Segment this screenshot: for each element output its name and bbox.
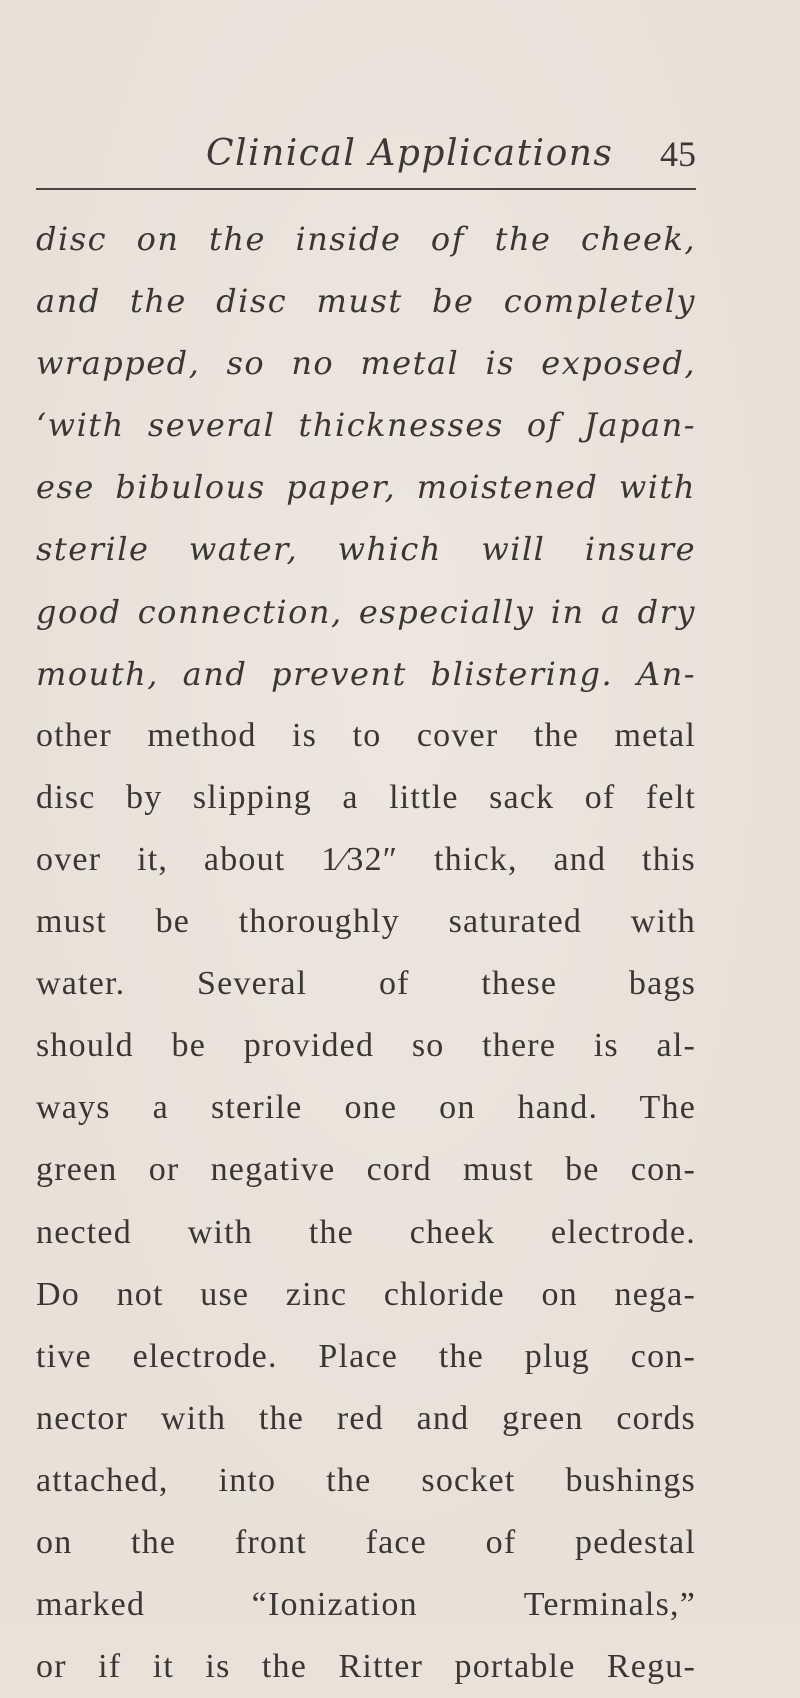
text-line: on the front face of pedestal	[36, 1523, 696, 1561]
text-line: attached, into the socket bushings	[36, 1461, 696, 1499]
text-line: nected with the cheek electrode.	[36, 1213, 696, 1251]
text-line: good connection, especially in a dry	[36, 592, 696, 631]
text-line: marked “Ionization Terminals,”	[36, 1586, 696, 1624]
text-line: green or negative cord must be con-	[36, 1151, 696, 1189]
page-number: 45	[660, 134, 696, 174]
text-line: over it, about 1⁄32″ thick, and this	[36, 840, 696, 878]
text-line: must be thoroughly saturated with	[36, 903, 696, 941]
running-head	[36, 130, 696, 178]
text-line: tive electrode. Place the plug con-	[36, 1337, 696, 1375]
text-line: wrapped, so no metal is exposed,	[36, 344, 696, 383]
text-line: disc on the inside of the cheek,	[36, 220, 696, 258]
text-line: mouth, and prevent blistering. An-	[36, 654, 696, 693]
text-line: ese bibulous paper, moistened with	[36, 468, 696, 507]
text-line: ‘with several thicknesses of Japan-	[36, 406, 696, 445]
text-line: ways a sterile one on hand. The	[36, 1089, 696, 1127]
text-line: water. Several of these bags	[36, 965, 696, 1003]
header-rule	[36, 188, 696, 190]
text-line: other method is to cover the metal	[36, 716, 696, 754]
body-text	[36, 208, 696, 1698]
text-line: nector with the red and green cords	[36, 1399, 696, 1437]
text-line: disc by slipping a little sack of felt	[36, 778, 696, 816]
text-line: Do not use zinc chloride on nega-	[36, 1275, 696, 1313]
text-line: and the disc must be completely	[36, 282, 696, 321]
text-line: sterile water, which will insure	[36, 530, 696, 569]
text-line: or if it is the Ritter portable Regu-	[36, 1648, 696, 1686]
running-head-title: Clinical Applications	[206, 133, 614, 174]
text-line: should be provided so there is al-	[36, 1027, 696, 1065]
